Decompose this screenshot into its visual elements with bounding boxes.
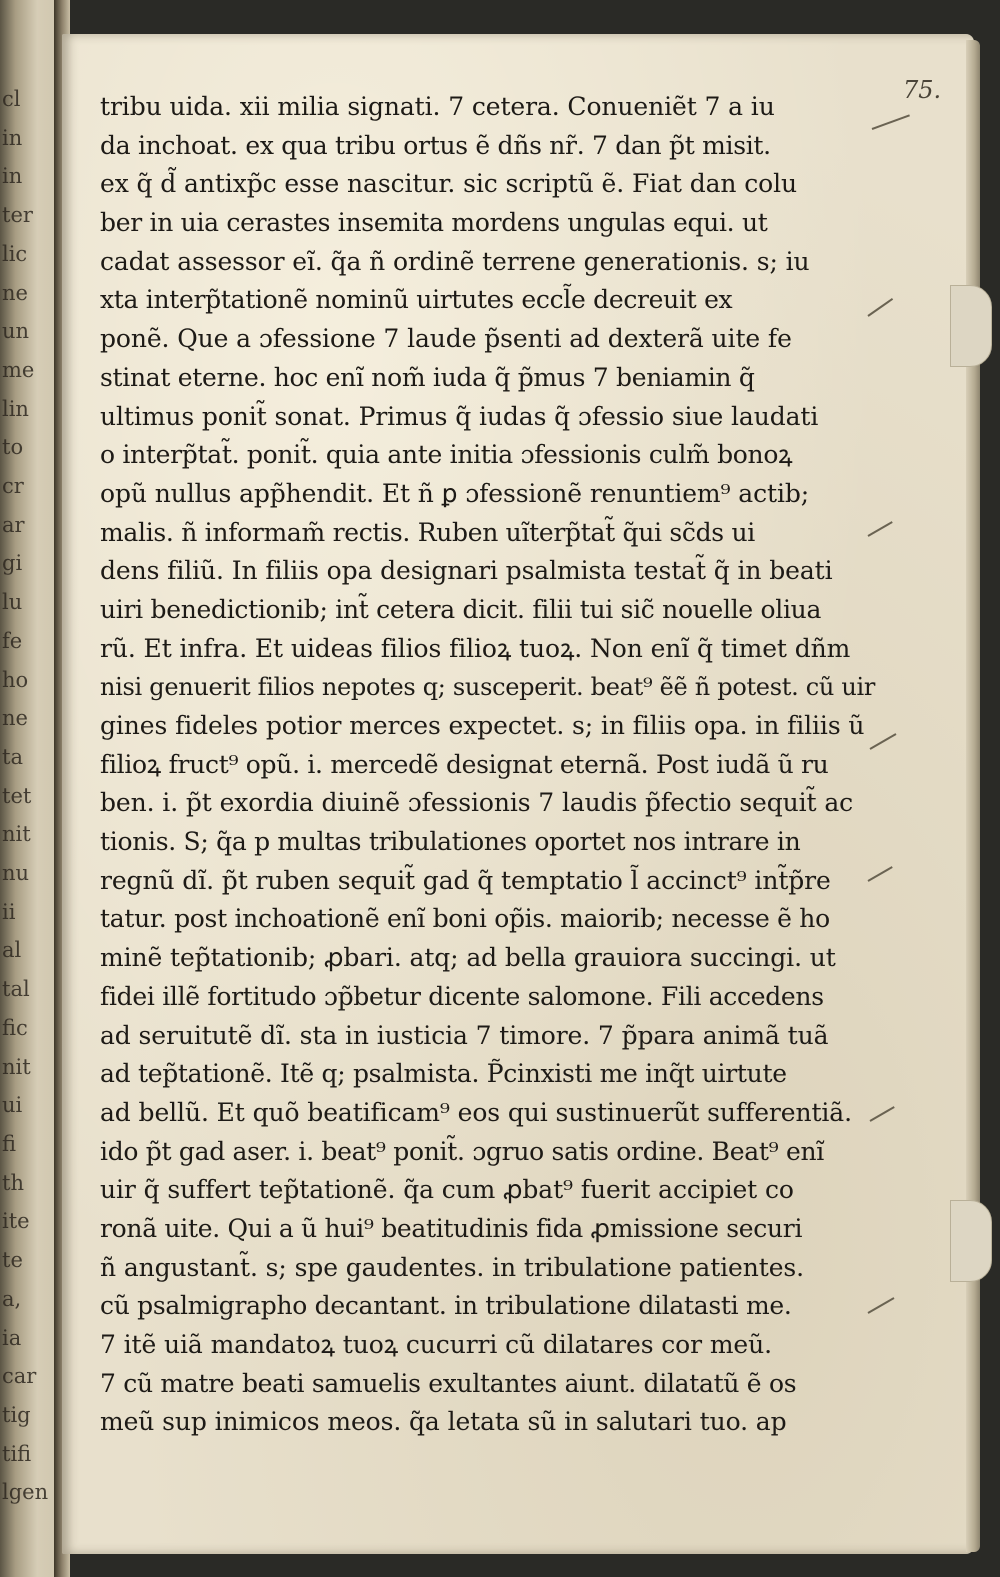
facing-page-fragment-text: ter: [2, 203, 33, 228]
facing-page-fragment-text: me: [2, 357, 35, 382]
facing-page-fragment-text: tig: [2, 1402, 31, 1427]
facing-page-fragment-text: nu: [2, 861, 30, 886]
text-line: stinat eterne. hoc enĩ nom̃ iuda q̃ p̃mus 7 beniamin q̃: [100, 362, 755, 392]
facing-page-fragment-text: nit: [2, 822, 31, 847]
facing-page-fragment-text: te: [2, 1248, 23, 1273]
facing-page-fragment-text: lin: [2, 396, 29, 421]
facing-page-fragment-text: in: [2, 164, 23, 189]
text-line: nisi genuerit filios nepotes q; susceperit. beat⁹ ẽẽ ñ potest. cũ uir: [100, 673, 876, 702]
text-line: ido p̃t gad aser. i. beat⁹ ponit̃. ɔgruo satis ordine. Beat⁹ enĩ: [100, 1136, 824, 1166]
facing-page-fragment-text: ho: [2, 667, 29, 692]
facing-page-fragment-text: al: [2, 938, 22, 963]
text-line: minẽ tep̃tationib; ꝓbari. atq; ad bella grauiora succingi. ut: [100, 943, 836, 973]
text-line: ponẽ. Que a ɔfessione 7 laude p̃senti ad dexterã uite fe: [100, 324, 792, 354]
facing-page-fragment-text: lgen: [2, 1480, 49, 1505]
page-tab-upper: [950, 285, 992, 367]
text-line: ronã uite. Qui a ũ hui⁹ beatitudinis fida ꝓmissione securi: [100, 1213, 803, 1243]
text-line: regnũ dĩ. p̃t ruben sequit̃ gad q̃ temptatio l̃ accinct⁹ int̃p̃re: [100, 865, 831, 895]
text-line: cadat assessor eĩ. q̃a ñ ordinẽ terrene generationis. s; iu: [100, 246, 810, 276]
facing-page-fragment-text: ite: [2, 1209, 30, 1234]
text-line: dens filiũ. In filiis opa designari psalmista testat̃ q̃ in beati: [100, 556, 833, 586]
facing-page-fragment-text: lic: [2, 241, 28, 266]
text-line: tribu uida. xii milia signati. 7 cetera. Conueniẽt 7 a iu: [100, 92, 775, 121]
text-line: ad seruitutẽ dĩ. sta in iusticia 7 timore. 7 p̃para animã tuã: [100, 1020, 829, 1050]
text-line: tatur. post inchoationẽ enĩ boni op̃is. maiorib; necesse ẽ ho: [100, 904, 830, 934]
facing-page-fragment-text: ii: [2, 899, 16, 924]
facing-page-fragment-text: th: [2, 1170, 24, 1195]
facing-page-fragment-text: ia: [2, 1325, 22, 1350]
facing-page-fragment-text: ui: [2, 1093, 23, 1118]
text-line: uiri benedictionib; int̃ cetera dicit. filii tui sic̃ nouelle oliua: [100, 594, 822, 624]
facing-page-fragment-text: tal: [2, 977, 30, 1002]
text-line: gines fideles potior merces expectet. s; in filiis opa. in filiis ũ: [100, 711, 865, 740]
text-line: fidei illẽ fortitudo ɔp̃betur dicente salomone. Fili accedens: [100, 981, 824, 1011]
text-line: o interp̃tat̃. ponit̃. quia ante initia ɔfessionis culm̃ bonoꝝ: [100, 440, 793, 470]
text-line: malis. ñ informam̃ rectis. Ruben uĩterp̃tat̃ q̃ui sc̃ds ui: [100, 517, 755, 547]
facing-page-fragment-text: fe: [2, 628, 23, 653]
facing-page-fragment-text: to: [2, 435, 24, 460]
facing-page-fragment-text: cl: [2, 87, 21, 111]
facing-page-fragment-text: tet: [2, 783, 32, 808]
facing-page-fragment-text: un: [2, 319, 30, 344]
facing-page-fragment-text: ne: [2, 280, 28, 305]
text-line: ultimus ponit̃ sonat. Primus q̃ iudas q̃ ɔfessio siue laudati: [100, 401, 819, 431]
facing-page-fragment: [0, 0, 62, 1577]
facing-page-fragment-text: fic: [2, 1015, 28, 1040]
facing-page-fragment-text: gi: [2, 551, 23, 576]
text-line: xta interp̃tationẽ nominũ uirtutes eccl̃e decreuit ex: [100, 285, 733, 315]
text-line: 7 itẽ uiã mandatoꝝ tuoꝝ cucurri cũ dilatares cor meũ.: [100, 1330, 772, 1359]
facing-page-fragment-text: car: [2, 1364, 37, 1389]
facing-page-fragment-text: in: [2, 125, 23, 150]
facing-page-fragment-text: nit: [2, 1054, 31, 1079]
facing-page-fragment-text: ne: [2, 706, 28, 731]
facing-page-fragment-text: fi: [2, 1131, 17, 1156]
text-line: filioꝝ fruct⁹ opũ. i. mercedẽ designat eternã. Post iudã ũ ru: [100, 749, 829, 779]
text-line: rũ. Et infra. Et uideas filios filioꝝ tuoꝝ. Non enĩ q̃ timet dñm: [100, 633, 851, 663]
text-line: ben. i. p̃t exordia diuinẽ ɔfessionis 7 laudis p̃fectio sequit̃ ac: [100, 788, 854, 818]
page-tab-lower: [950, 1200, 992, 1282]
facing-page-fragment-text: tifi: [2, 1441, 32, 1466]
facing-page-fragment-text: cr: [2, 474, 24, 499]
manuscript-text-block: [100, 88, 880, 1442]
facing-page-fragment-text: lu: [2, 590, 23, 615]
facing-page-fragment-text: a,: [2, 1286, 22, 1311]
text-line: opũ nullus app̃hendit. Et ñ ꝑ ɔfessionẽ renuntiem⁹ actib;: [100, 478, 810, 508]
facing-page-fragment-text: ar: [2, 512, 25, 537]
page-edge: [966, 40, 980, 1552]
text-line: ad tep̃tationẽ. Itẽ q; psalmista. P̃cinxisti me inq̃t uirtute: [100, 1059, 787, 1089]
text-line: tionis. S; q̃a p multas tribulationes oportet nos intrare in: [100, 827, 801, 857]
text-line: ex q̃ d̃ antixp̃c esse nascitur. sic scriptũ ẽ. Fiat dan colu: [100, 169, 797, 199]
text-line: cũ psalmigrapho decantant. in tribulatione dilatasti me.: [100, 1291, 792, 1321]
text-line: meũ sup inimicos meos. q̃a letata sũ in salutari tuo. ap: [100, 1407, 787, 1437]
facing-page-text: [2, 80, 62, 1512]
text-line: ber in uia cerastes insemita mordens ungulas equi. ut: [100, 208, 768, 238]
folio-number: 75.: [903, 76, 942, 104]
text-line: da inchoat. ex qua tribu ortus ẽ dñs nr̃. 7 dan p̃t misit.: [100, 130, 771, 160]
text-line: ad bellũ. Et quõ beatificam⁹ eos qui sustinuerũt sufferentiã.: [100, 1097, 852, 1127]
text-line: 7 cũ matre beati samuelis exultantes aiunt. dilatatũ ẽ os: [100, 1368, 797, 1398]
text-line: ñ angustant̃. s; spe gaudentes. in tribulatione patientes.: [100, 1252, 804, 1282]
text-line: uir q̃ suffert tep̃tationẽ. q̃a cum ꝓbat⁹ fuerit accipiet co: [100, 1175, 794, 1205]
facing-page-fragment-text: ta: [2, 744, 23, 769]
